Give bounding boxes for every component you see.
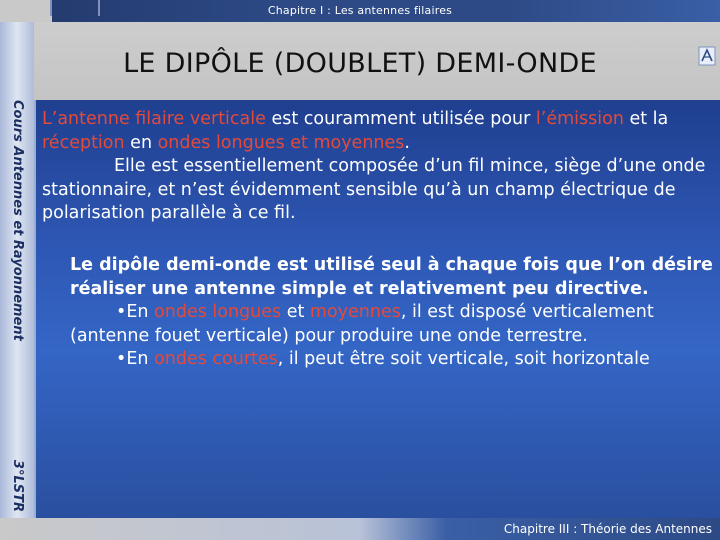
text-span: est couramment utilisée pour [265,109,536,129]
text-span: Le dipôle demi-onde est utilisé seul à chaque fois que l’on désire réaliser une antenne simple et relativement peu directive. [70,255,713,299]
text-span: en [124,132,158,153]
content-panel [36,100,720,518]
course-label: Cours Antennes et Rayonnement [10,100,26,341]
text-span: , il peut être soit verticale, soit horizontale [277,349,650,369]
text-span: . [404,132,410,153]
text-span: et [281,302,310,322]
paragraph-2 [70,254,715,372]
footer-bar [0,518,720,540]
text-span: •En [116,302,155,322]
text-span: réception [42,132,125,153]
text-span: Elle est essentiellement composée d’un fil mince, siège d’une onde stationnaire, et n’est évidemment sensible qu’à un champ électrique de polarisation parallèle à ce fil. [42,156,706,223]
text-span: ondes courtes [154,349,278,369]
text-span: ondes longues [154,302,282,322]
class-label: 3°LSTR [10,459,26,512]
text-span: l’émission [535,109,624,129]
slide-title: LE DIPÔLE (DOUBLET) DEMI-ONDE [123,48,597,79]
header-bar [0,0,720,22]
text-span: et la [623,109,669,129]
text-span: moyennes [309,302,401,322]
header-chapter-label: Chapitre I : Les antennes filaires [267,4,453,17]
footer-chapter-label: Chapitre III : Théorie des Antennes [503,522,712,536]
text-span: , il est disposé verticalement (antenne fouet verticale) pour produire une onde terrestre. [70,302,654,346]
sidebar-vertical-label [6,100,30,512]
text-span: L’antenne filaire verticale [42,109,266,129]
text-span: •En [116,349,155,369]
text-span: ondes longues et moyennes [157,132,405,153]
paragraph-1 [42,108,714,226]
